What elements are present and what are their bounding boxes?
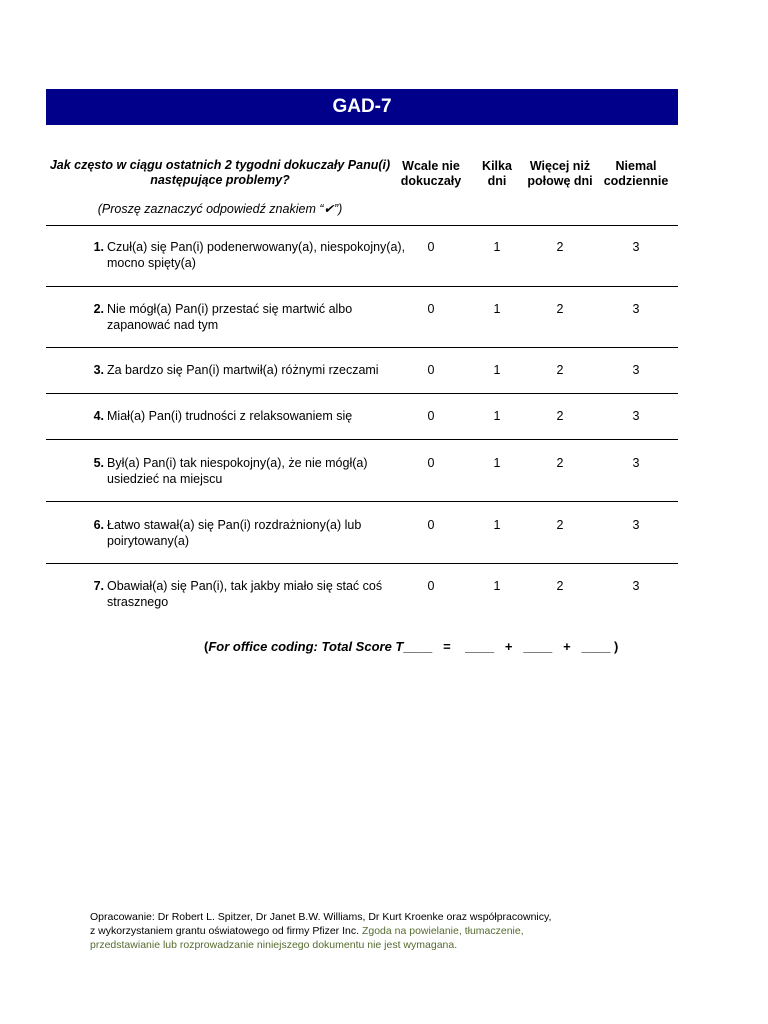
item-text: Miał(a) Pan(i) trudności z relaksowaniem się	[107, 409, 353, 423]
question-header	[46, 158, 394, 217]
score-option-3[interactable]: 3	[632, 302, 640, 316]
questionnaire-item-5	[46, 456, 678, 496]
score-option-3[interactable]: 3	[632, 518, 640, 532]
score-option-0[interactable]: 0	[427, 409, 435, 423]
item-number: 4.	[93, 409, 104, 423]
item-number: 7.	[93, 579, 104, 593]
score-option-2[interactable]: 2	[556, 302, 564, 316]
questionnaire-item-2	[46, 302, 678, 342]
score-option-0[interactable]: 0	[427, 579, 435, 593]
score-option-2[interactable]: 2	[556, 518, 564, 532]
score-option-2[interactable]: 2	[556, 456, 564, 470]
table-divider	[46, 286, 678, 287]
score-option-2[interactable]: 2	[556, 363, 564, 377]
score-option-1[interactable]: 1	[493, 456, 501, 470]
questionnaire-item-6	[46, 518, 678, 558]
score-option-0[interactable]: 0	[427, 302, 435, 316]
questionnaire-item-4	[46, 409, 678, 429]
score-option-3[interactable]: 3	[632, 409, 640, 423]
item-text: Za bardzo się Pan(i) martwił(a) różnymi rzeczami	[107, 363, 379, 377]
item-number: 2.	[93, 302, 104, 316]
item-text: Nie mógł(a) Pan(i) przestać się martwić albo zapanować nad tym	[107, 302, 353, 332]
table-divider	[46, 225, 678, 226]
column-header-2: Więcej niż połowę dni	[527, 159, 593, 188]
table-divider	[46, 439, 678, 440]
office-coding-open: (	[204, 639, 209, 654]
footer-permission-text: Zgoda na powielanie, tłumaczenie,	[359, 925, 524, 937]
score-option-2[interactable]: 2	[556, 579, 564, 593]
score-option-1[interactable]: 1	[493, 518, 501, 532]
question-prompt: Jak często w ciągu ostatnich 2 tygodni dokuczały Panu(i) następujące problemy?	[49, 158, 391, 187]
item-number: 1.	[93, 240, 104, 254]
questionnaire-item-3	[46, 363, 678, 383]
score-option-1[interactable]: 1	[493, 363, 501, 377]
score-option-0[interactable]: 0	[427, 363, 435, 377]
table-divider	[46, 393, 678, 394]
item-number: 6.	[93, 518, 104, 532]
footer-grant-text: z wykorzystaniem grantu oświatowego od firmy Pfizer Inc.	[90, 925, 360, 937]
column-header-0: Wcale nie dokuczały	[400, 159, 462, 188]
item-text: Był(a) Pan(i) tak niespokojny(a), że nie mógł(a) usiedzieć na miejscu	[107, 456, 368, 486]
score-option-0[interactable]: 0	[427, 240, 435, 254]
score-option-0[interactable]: 0	[427, 456, 435, 470]
score-option-1[interactable]: 1	[493, 579, 501, 593]
score-option-3[interactable]: 3	[632, 579, 640, 593]
score-option-2[interactable]: 2	[556, 409, 564, 423]
item-number: 5.	[93, 456, 104, 470]
form-title: GAD-7	[46, 89, 678, 125]
footer-credits	[90, 910, 610, 952]
item-text: Łatwo stawał(a) się Pan(i) rozdrażniony(a) lub poirytowany(a)	[107, 518, 362, 548]
score-option-1[interactable]: 1	[493, 240, 501, 254]
item-text: Obawiał(a) się Pan(i), tak jakby miało się stać coś strasznego	[107, 579, 383, 609]
score-option-1[interactable]: 1	[493, 409, 501, 423]
questionnaire-item-1	[46, 240, 678, 280]
office-coding-label: For office coding: Total Score T	[208, 639, 404, 654]
table-divider	[46, 563, 678, 564]
footer-line-1: Opracowanie: Dr Robert L. Spitzer, Dr Janet B.W. Williams, Dr Kurt Kroenke oraz współpracownicy,	[90, 911, 552, 923]
instruction-text: (Proszę zaznaczyć odpowiedź znakiem “✔”)	[97, 202, 343, 216]
score-option-3[interactable]: 3	[632, 456, 640, 470]
table-divider	[46, 501, 678, 502]
score-option-0[interactable]: 0	[427, 518, 435, 532]
item-number: 3.	[93, 363, 104, 377]
column-header-1: Kilka dni	[482, 159, 512, 188]
footer-line-3: przedstawianie lub rozprowadzanie niniejszego dokumentu nie jest wymagana.	[90, 939, 458, 951]
office-coding-line	[204, 639, 618, 654]
score-option-3[interactable]: 3	[632, 240, 640, 254]
score-option-1[interactable]: 1	[493, 302, 501, 316]
score-option-3[interactable]: 3	[632, 363, 640, 377]
column-header-3: Niemal codziennie	[603, 159, 669, 188]
item-text: Czuł(a) się Pan(i) podenerwowany(a), niespokojny(a), mocno spięty(a)	[107, 240, 406, 270]
questionnaire-item-7	[46, 579, 678, 619]
footer-line-2	[90, 924, 610, 938]
office-coding-formula[interactable]: ____ = ____ + ____ + ____ )	[403, 639, 619, 654]
score-option-2[interactable]: 2	[556, 240, 564, 254]
table-divider	[46, 347, 678, 348]
